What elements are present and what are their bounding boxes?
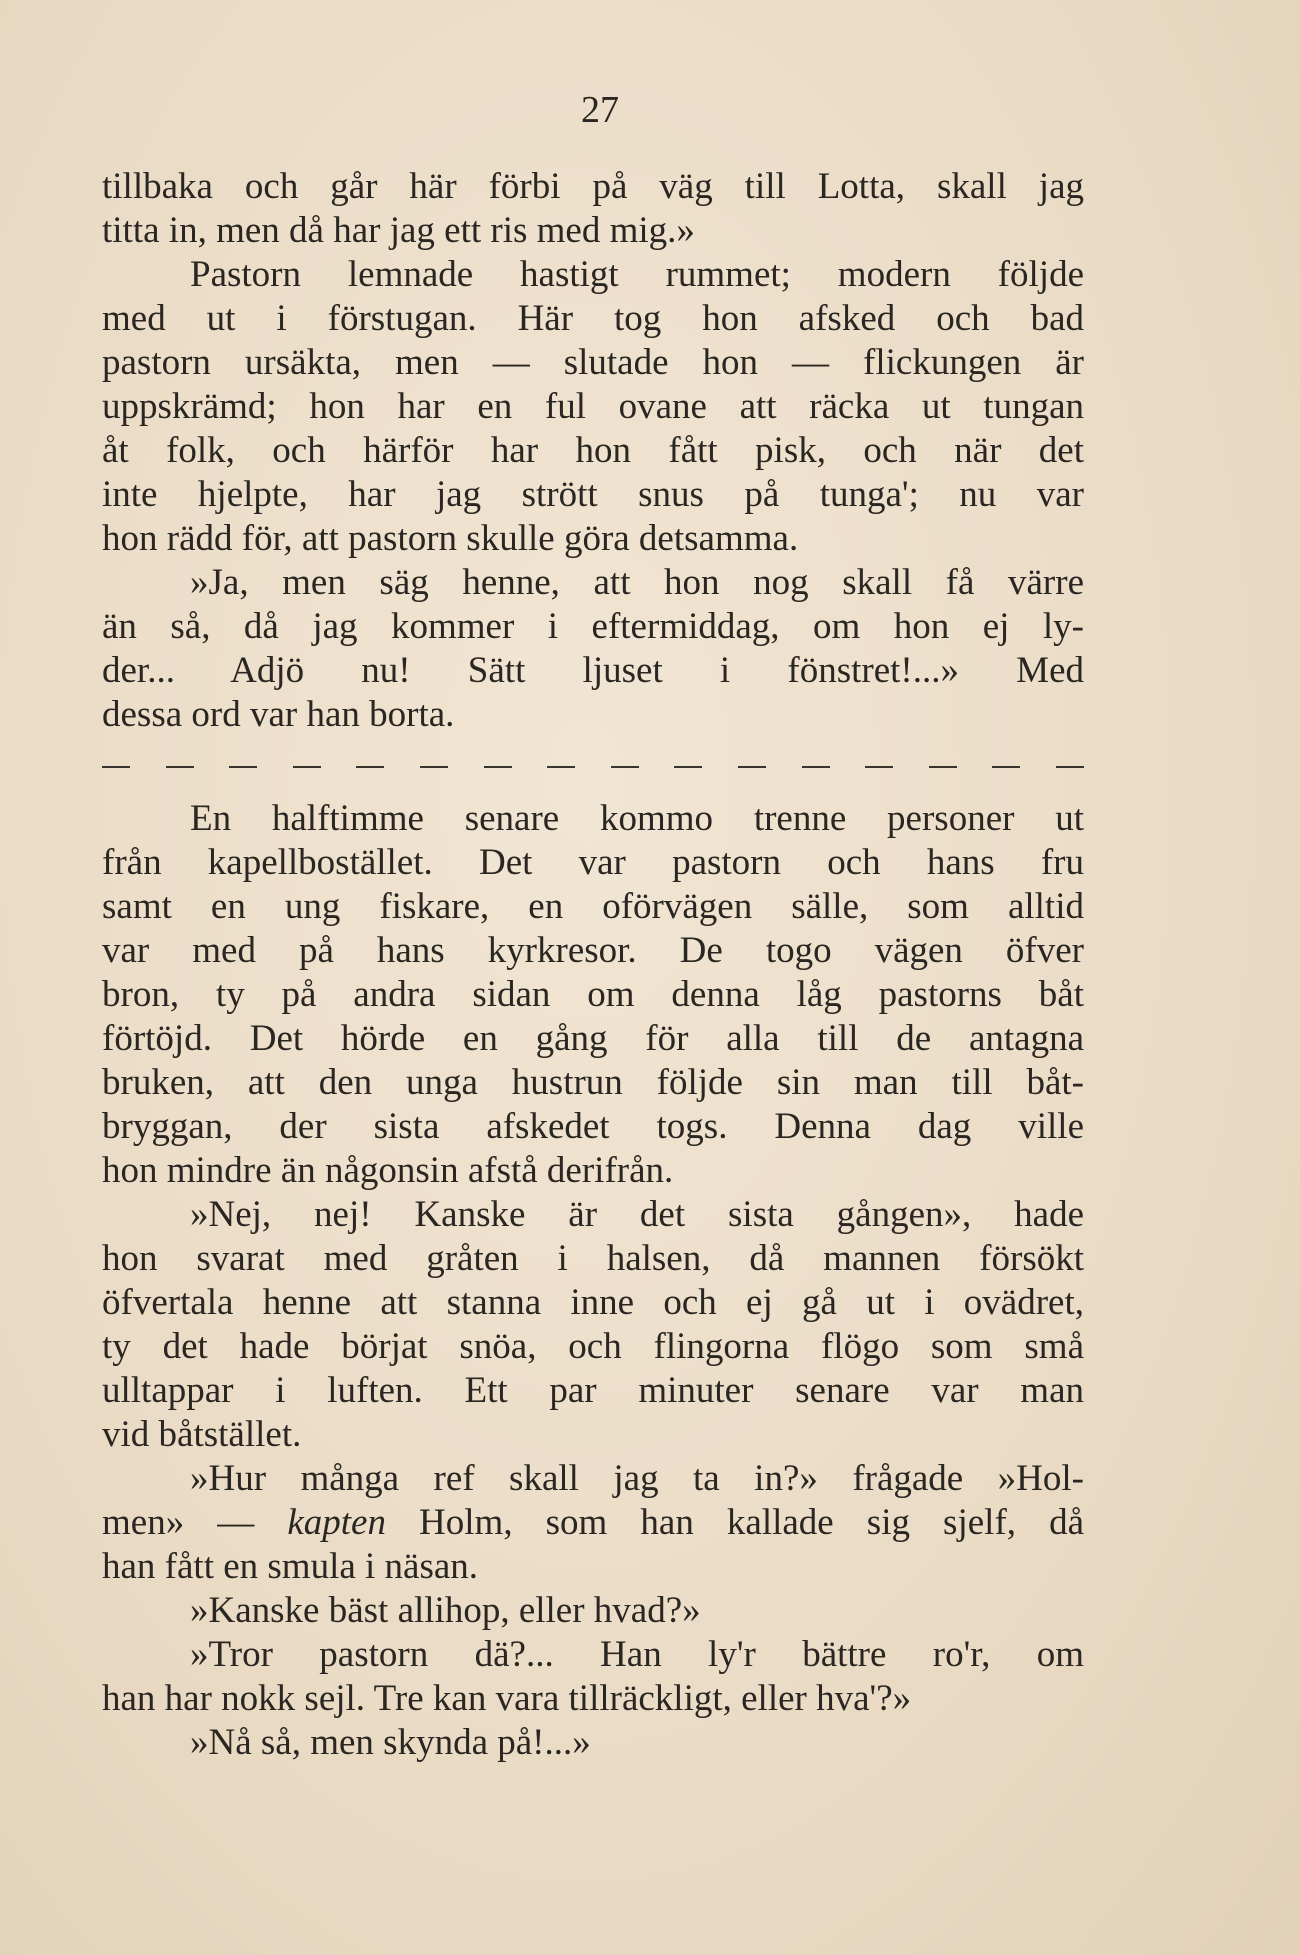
separator-dash xyxy=(229,766,257,768)
text-line: »Nå så, men skynda på!...» xyxy=(190,1722,591,1763)
text-line: »Nej, nej! Kanske är det sista gången», hade xyxy=(190,1194,1084,1235)
text-line: förtöjd. Det hörde en gång för alla till de antagna xyxy=(102,1018,1084,1059)
separator-dash xyxy=(356,766,384,768)
text-line: hon rädd för, att pastorn skulle göra detsamma. xyxy=(102,518,799,559)
text-line: »Ja, men säg henne, att hon nog skall få värre xyxy=(190,562,1084,603)
text-line: hon svarat med gråten i halsen, då mannen försökt xyxy=(102,1238,1084,1279)
text-line: var med på hans kyrkresor. De togo vägen öfver xyxy=(102,930,1084,971)
text-line: bryggan, der sista afskedet togs. Denna dag ville xyxy=(102,1106,1084,1147)
text-line: åt folk, och härför har hon fått pisk, och när det xyxy=(102,430,1084,471)
separator-dash xyxy=(1056,766,1084,768)
separator-dash xyxy=(929,766,957,768)
separator-dash xyxy=(992,766,1020,768)
separator-dash xyxy=(674,766,702,768)
page-number: 27 xyxy=(581,89,619,131)
text-line: titta in, men då har jag ett ris med mig.» xyxy=(102,210,695,251)
text-line: der... Adjö nu! Sätt ljuset i fönstret!...» Med xyxy=(102,650,1084,691)
text-line: uppskrämd; hon har en ful ovane att räcka ut tungan xyxy=(102,386,1084,427)
text-line: öfvertala henne att stanna inne och ej gå ut i ovädret, xyxy=(102,1282,1084,1323)
text-line: hon mindre än någonsin afstå derifrån. xyxy=(102,1150,674,1191)
separator-dash xyxy=(102,766,130,768)
separator-dash xyxy=(484,766,512,768)
text-line: »Tror pastorn dä?... Han ly'r bättre ro'r, om xyxy=(190,1634,1084,1675)
separator-dash xyxy=(166,766,194,768)
section-separator xyxy=(102,737,1084,797)
text-line: vid båtstället. xyxy=(102,1414,302,1455)
text-line: från kapellbostället. Det var pastorn och hans fru xyxy=(102,842,1084,883)
text-line: dessa ord var han borta. xyxy=(102,694,455,735)
text-line: med ut i förstugan. Här tog hon afsked och bad xyxy=(102,298,1084,339)
text-line: samt en ung fiskare, en oförvägen sälle, som alltid xyxy=(102,886,1084,927)
text-line: ty det hade börjat snöa, och flingorna flögo som små xyxy=(102,1326,1084,1367)
text-line: tillbaka och går här förbi på väg till Lotta, skall jag xyxy=(102,166,1084,207)
separator-dash xyxy=(802,766,830,768)
text-line: inte hjelpte, har jag strött snus på tunga'; nu var xyxy=(102,474,1084,515)
separator-dash xyxy=(865,766,893,768)
text-line: »Kanske bäst allihop, eller hvad?» xyxy=(190,1590,701,1631)
text-line: än så, då jag kommer i eftermiddag, om hon ej ly- xyxy=(102,606,1084,647)
text-line: han fått en smula i näsan. xyxy=(102,1546,479,1587)
text-line: pastorn ursäkta, men — slutade hon — flickungen är xyxy=(102,342,1084,383)
separator-dash xyxy=(738,766,766,768)
separator-dash xyxy=(611,766,639,768)
text-line: »Hur många ref skall jag ta in?» frågade »Hol- xyxy=(190,1458,1084,1499)
text-line: bron, ty på andra sidan om denna låg pastorns båt xyxy=(102,974,1084,1015)
text-line: Pastorn lemnade hastigt rummet; modern följde xyxy=(190,254,1084,295)
separator-dash xyxy=(293,766,321,768)
text-line: han har nokk sejl. Tre kan vara tillräckligt, eller hva'?» xyxy=(102,1678,912,1719)
separator-dash xyxy=(420,766,448,768)
text-line: men» — kapten Holm, som han kallade sig sjelf, då xyxy=(102,1502,1084,1543)
text-line: En halftimme senare kommo trenne personer ut xyxy=(190,798,1084,839)
separator-dash xyxy=(547,766,575,768)
text-line: ulltappar i luften. Ett par minuter senare var man xyxy=(102,1370,1084,1411)
text-line: bruken, att den unga hustrun följde sin man till båt- xyxy=(102,1062,1084,1103)
body-text xyxy=(102,165,1084,1765)
